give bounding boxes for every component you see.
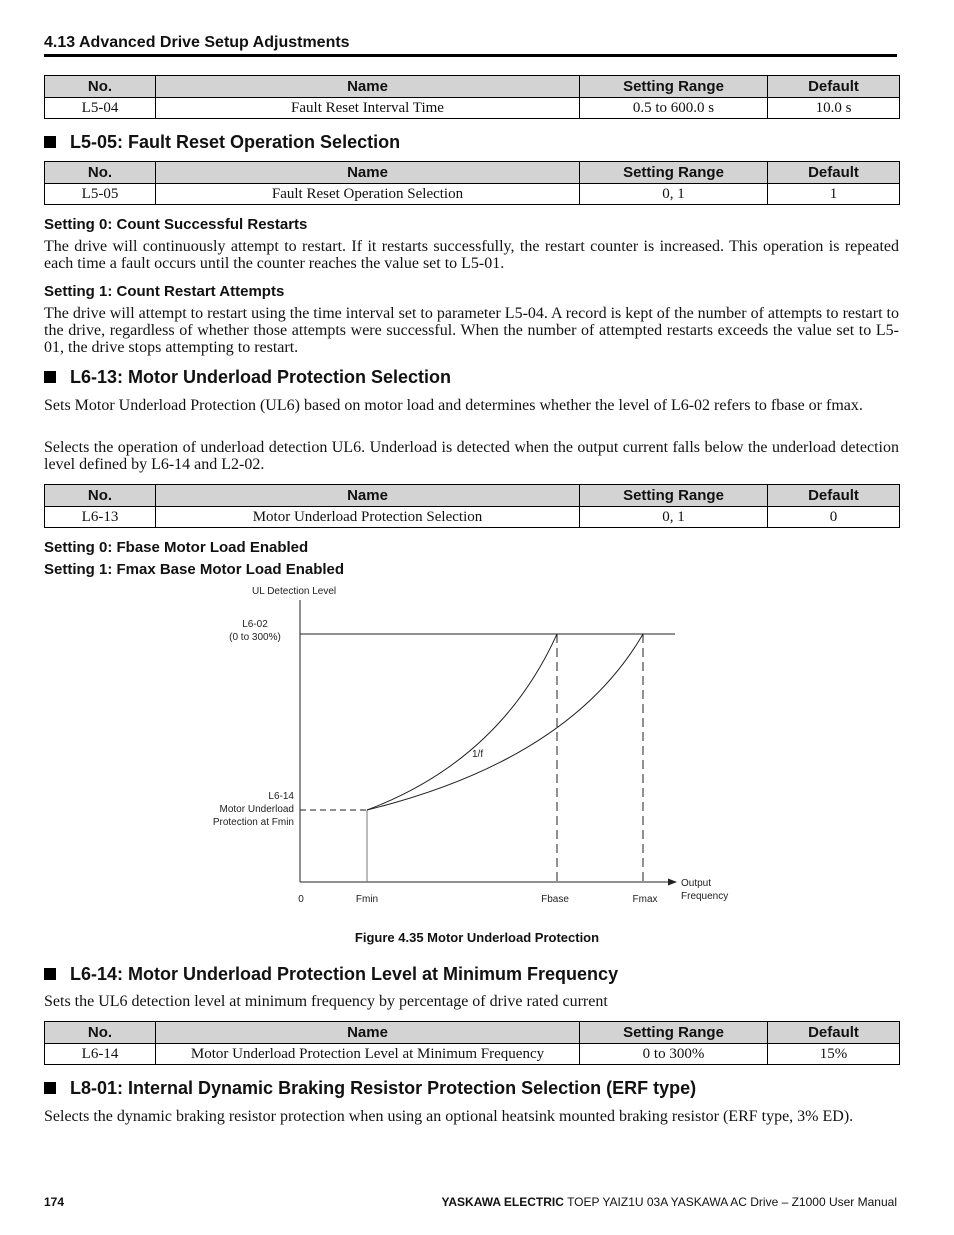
cell-range: 0 to 300%: [580, 1044, 768, 1065]
y-axis-title: UL Detection Level: [252, 586, 337, 597]
setting-0-text-l5-05: The drive will continuously attempt to restart. If it restarts successfully, the restart counter is increased. This operation is repeated each time a fault occurs until the counter reaches the value set to L5-01.: [44, 238, 899, 272]
x-axis-arrow-icon: [668, 879, 677, 886]
col-header-default: Default: [768, 1022, 900, 1044]
l6-14-label: L6-14: [268, 791, 294, 802]
footer-manual-title: TOEP YAIZ1U 03A YASKAWA AC Drive – Z1000 User Manual: [567, 1195, 897, 1209]
section-title-l5-05: L5-05: Fault Reset Operation Selection: [44, 132, 400, 153]
table-l6-14: [44, 1021, 900, 1065]
table-l6-13: [44, 484, 900, 528]
col-header-name: Name: [156, 76, 580, 98]
col-header-no: No.: [45, 1022, 156, 1044]
x-label-fmax: Fmax: [632, 894, 658, 905]
section-bullet-icon: [44, 371, 56, 383]
table-row: [45, 98, 900, 119]
table-row: [45, 184, 900, 205]
l6-02-range-label: (0 to 300%): [229, 632, 281, 643]
col-header-no: No.: [45, 76, 156, 98]
section-title-l8-01: L8-01: Internal Dynamic Braking Resistor Protection Selection (ERF type): [44, 1078, 696, 1099]
table-row: [45, 507, 900, 528]
x-label-zero: 0: [298, 894, 304, 905]
cell-name: Fault Reset Operation Selection: [156, 184, 580, 205]
setting-0-title-l6-13: Setting 0: Fbase Motor Load Enabled: [44, 539, 309, 556]
table-row: [45, 1044, 900, 1065]
cell-range: 0, 1: [580, 507, 768, 528]
section-bullet-icon: [44, 136, 56, 148]
x-axis-title-line1: Output: [681, 878, 712, 889]
cell-no: L5-05: [45, 184, 156, 205]
footer-brand: YASKAWA ELECTRIC: [441, 1195, 564, 1209]
page-number: 174: [44, 1195, 65, 1209]
setting-1-text-l5-05: The drive will attempt to restart using the time interval set to parameter L5-04. A record is kept of the number of attempts to restart to the drive, regardless of whether those attempts were successful. When the number of attempted restarts exceeds the value set to L5-01, the drive stops attempting to restart.: [44, 305, 899, 356]
cell-default: 0: [768, 507, 900, 528]
cell-no: L5-04: [45, 98, 156, 119]
table-l5-05: [44, 161, 900, 205]
col-header-name: Name: [156, 162, 580, 184]
section-title-l6-13: L6-13: Motor Underload Protection Selection: [44, 367, 451, 388]
col-header-default: Default: [768, 485, 900, 507]
l6-13-para-1: Sets Motor Underload Protection (UL6) based on motor load and determines whether the level of L6-02 refers to fbase or fmax.: [44, 397, 863, 414]
col-header-range: Setting Range: [580, 485, 768, 507]
curve-label-1f: 1/f: [472, 749, 484, 760]
cell-range: 0.5 to 600.0 s: [580, 98, 768, 119]
cell-default: 15%: [768, 1044, 900, 1065]
x-label-fbase: Fbase: [541, 894, 569, 905]
x-axis-title-line2: Frequency: [681, 891, 729, 902]
col-header-range: Setting Range: [580, 1022, 768, 1044]
setting-1-title-l6-13: Setting 1: Fmax Base Motor Load Enabled: [44, 561, 345, 578]
cell-default: 1: [768, 184, 900, 205]
l6-13-para-2: Selects the operation of underload detection UL6. Underload is detected when the output current falls below the underload detection level defined by L6-14 and L2-02.: [44, 439, 899, 473]
col-header-range: Setting Range: [580, 162, 768, 184]
cell-name: Motor Underload Protection Level at Minimum Frequency: [156, 1044, 580, 1065]
footer-manual-info: [441, 1195, 897, 1209]
cell-default: 10.0 s: [768, 98, 900, 119]
col-header-name: Name: [156, 1022, 580, 1044]
section-bullet-icon: [44, 1082, 56, 1094]
col-header-name: Name: [156, 485, 580, 507]
col-header-default: Default: [768, 76, 900, 98]
fmax-curve: [367, 634, 643, 810]
l8-01-para: Selects the dynamic braking resistor protection when using an optional heatsink mounted braking resistor (ERF type, 3% ED).: [44, 1108, 854, 1125]
section-bullet-icon: [44, 968, 56, 980]
section-title-l6-14: L6-14: Motor Underload Protection Level at Minimum Frequency: [44, 964, 618, 985]
col-header-no: No.: [45, 485, 156, 507]
header-rule: [44, 54, 897, 57]
x-label-fmin: Fmin: [355, 894, 379, 905]
page-header-title: 4.13 Advanced Drive Setup Adjustments: [44, 34, 350, 51]
cell-range: 0, 1: [580, 184, 768, 205]
cell-name: Motor Underload Protection Selection: [156, 507, 580, 528]
table-l5-04: [44, 75, 900, 119]
fbase-curve: [367, 634, 557, 810]
col-header-range: Setting Range: [580, 76, 768, 98]
figure-caption: Figure 4.35 Motor Underload Protection: [354, 930, 600, 945]
col-header-no: No.: [45, 162, 156, 184]
l6-14-para: Sets the UL6 detection level at minimum frequency by percentage of drive rated current: [44, 993, 608, 1010]
l6-02-label: L6-02: [242, 619, 268, 630]
cell-name: Fault Reset Interval Time: [156, 98, 580, 119]
cell-no: L6-13: [45, 507, 156, 528]
l6-14-line3-label: Protection at Fmin: [212, 817, 294, 828]
l6-14-line2-label: Motor Underload: [219, 804, 294, 815]
motor-underload-figure: [0, 580, 954, 910]
setting-1-title-l5-05: Setting 1: Count Restart Attempts: [44, 283, 285, 300]
setting-0-title-l5-05: Setting 0: Count Successful Restarts: [44, 216, 308, 233]
cell-no: L6-14: [45, 1044, 156, 1065]
col-header-default: Default: [768, 162, 900, 184]
